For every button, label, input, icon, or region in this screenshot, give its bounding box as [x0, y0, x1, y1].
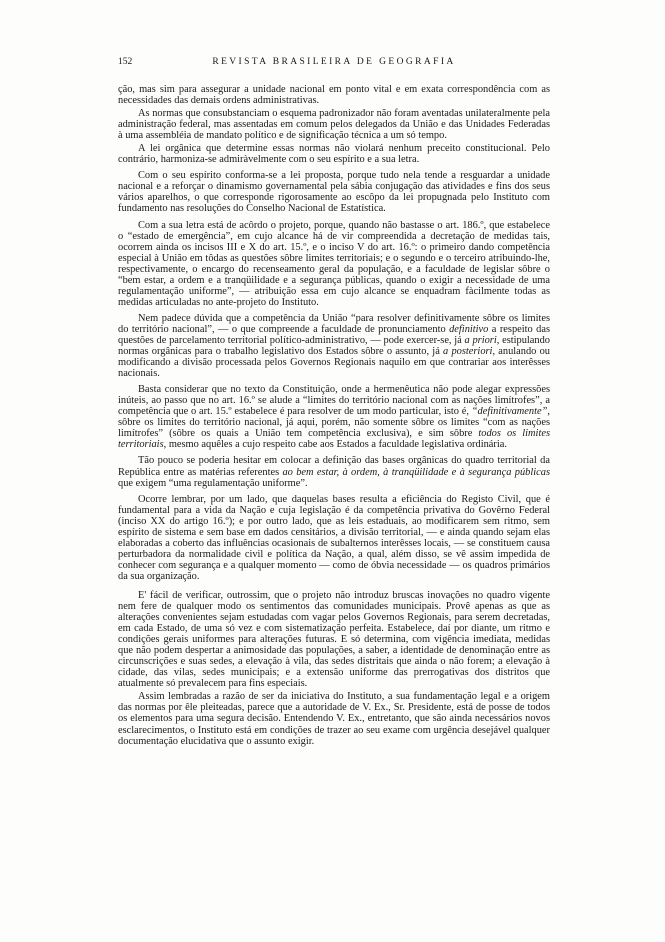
page-number: 152	[118, 57, 133, 67]
text-run: Com o seu espírito conforma-se a lei proposta, porque tudo nela tende a resguardar a unidade nacional e a reforçar o dinamismo governamental pela sábia conjugação das atividades e fins dos seus vários aparelhos, o que corresponde rigorosamente ao escôpo da lei propugnada pelo Instituto com fundamento nas resoluções do Conselho Nacional de Estatística.	[118, 170, 550, 215]
paragraph	[118, 313, 550, 379]
italic-run: a posteriori	[443, 346, 493, 358]
italic-run: todos os limites territoriais	[118, 428, 550, 451]
italic-run: a priori	[464, 334, 497, 346]
text-run: a respeito das questões de parcelamento territorial político-administrativo, — pode exercer-se, já	[118, 323, 550, 346]
text-run: Tão pouco se poderia hesitar em colocar a definição das bases orgânicas do quadro territorial da República entre as matérias referentes	[118, 455, 550, 478]
paragraph	[118, 691, 550, 746]
page-header	[118, 55, 550, 69]
text-run: Assim lembradas a razão de ser da iniciativa do Instituto, a sua fundamentação legal e a origem das normas por êle pleiteadas, parece que a autoridade de V. Ex., Sr. Presidente, está de posse de todos os elementos para uma segura decisão. Entendendo V. Ex., entretanto, que são ainda necessários novos esclarecimentos, o Instituto está em condições de trazer ao seu exame com urgência desejável qualquer documentação elucidativa que o assunto exigir.	[118, 691, 550, 747]
text-run: Basta considerar que no texto da Constituição, onde a hermenêutica não pode alegar expressões inúteis, ao passo que no art. 16.º se alude a “limites do território nacional com as nações limítrofes”, a competência que o art. 15.º estabelece é para resolver de um modo particular, isto é,	[118, 384, 550, 418]
text-run: Nem padece dúvida que a competência da União “para resolver definitivamente sôbre os limites do território nacional”, — o que compreende a faculdade de pronunciamento	[118, 312, 550, 335]
running-title: REVISTA BRASILEIRA DE GEOGRAFIA	[212, 57, 456, 67]
text-run: , mesmo aquêles a cujo respeito cabe aos Estados a faculdade legislativa ordinária.	[163, 439, 507, 451]
paragraph	[118, 590, 550, 689]
text-run: A lei orgânica que determine essas normas não violará nenhum preceito constitucional. Pelo contrário, harmoniza-se admiràvelmente com o seu espírito e a sua letra.	[118, 143, 550, 166]
italic-run: “definitivamente”	[471, 406, 548, 418]
text-run: , anulando ou modificando a divisão processada pelos Governos Regionais naquilo em que contrariar aos interêsses nacionais.	[118, 346, 550, 380]
paragraph	[118, 170, 550, 214]
italic-run: ao bem estar, à ordem, à tranqüilidade e à segurança públicas	[282, 466, 550, 478]
text-run: , sôbre os limites do território nacional, já aqui, porém, não somente sôbre os limites “com as nações limítrofes” (sôbre os quais a União tem competência exclusiva), e sim sôbre	[118, 406, 550, 440]
text-run: Ocorre lembrar, por um lado, que daquelas bases resulta a eficiência do Registo Civil, que é fundamental para a vida da Nação e cuja legislação é da competência privativa do Govêrno Federal (inciso XX do artigo 16.º); e por outro lado, que as leis estaduais, ao modificarem sem ritmo, sem espírito de sistema e sem base em dados censitários, a divisão territorial, — e ainda quando sejam elas elaboradas a coberto das influências ocasionais de subalternos interêsses locais, — se constituem causa perturbadora da normalidade civil e política da Nação, a qual, além disso, se vê assim impedida de conhecer com segurança e a qualquer momento — como de óbvia necessidade — os quadros primários da sua organização.	[118, 493, 550, 582]
paragraph-continuation	[118, 84, 550, 106]
paragraph	[118, 384, 550, 450]
text-run: Com a sua letra está de acôrdo o projeto, porque, quando não bastasse o art. 186.º, que estabelece o “estado de emergência”, em cujo alcance há de vir compreendida a decretação de medidas tais, ocorrem ainda os incisos III e X do art. 15.º, e o inciso V do art. 16.º: o primeiro dando competência especial à União em tôdas as questões sôbre limites territoriais; e o segundo e o terceiro atribuindo-lhe, respectivamente, o encargo do recenseamento geral da população, e a faculdade de legislar sôbre o “bem estar, a ordem e a tranqüilidade e a segurança públicas, quando o exigir a necessidade de uma regulamentação uniforme”, — atribuição essa em cujo alcance se enquadram fàcilmente todas as medidas articuladas no ante-projeto do Instituto.	[118, 219, 550, 308]
article-body	[118, 84, 550, 749]
paragraph	[118, 455, 550, 488]
text-run: E' fácil de verificar, outrossim, que o projeto não introduz bruscas inovações no quadro vigente nem fere de qualquer modo os sentimentos das comunidades municipais. Provê apenas as que as alterações convenientes sejam estudadas com vagar pelos Governos Regionais, para serem decretadas, em cada Estado, de uma só vez e com sistematização perfeita. Estabelece, daí por diante, um ritmo e condições gerais uniformes para alterações futuras. E só determina, com vigência imediata, medidas que não podem despertar a animosidade das populações, a saber, a identidade de denominação entre as circunscrições e suas sedes, a elevação à vila, das sedes distritais que ainda o não forem; a elevação à cidade, das vilas, sedes municipais; e a extensão uniforme das prerrogativas dos distritos que atualmente só prevalecem para fins especiais.	[118, 589, 550, 690]
paragraph	[118, 143, 550, 165]
text-run: As normas que consubstanciam o esquema padronizador não foram aventadas unilateralmente pela administração federal, mas assentadas em comum pelos delegados da União e das Unidades Federadas à uma assembléia de mandato político e de significação técnica a um só tempo.	[118, 108, 550, 142]
paragraph	[118, 494, 550, 582]
text-run: , estipulando normas orgânicas para o trabalho legislativo dos Estados sôbre o assunto, já	[118, 334, 550, 358]
text-run: que exigem “uma regulamentação uniforme”.	[118, 477, 308, 489]
italic-run: definitivo	[449, 323, 489, 335]
text-run: ção, mas sim para assegurar a unidade nacional em ponto vital e em exata correspondência com as necessidades das demais ordens administrativas.	[118, 84, 550, 107]
paragraph	[118, 108, 550, 141]
paragraph	[118, 220, 550, 308]
